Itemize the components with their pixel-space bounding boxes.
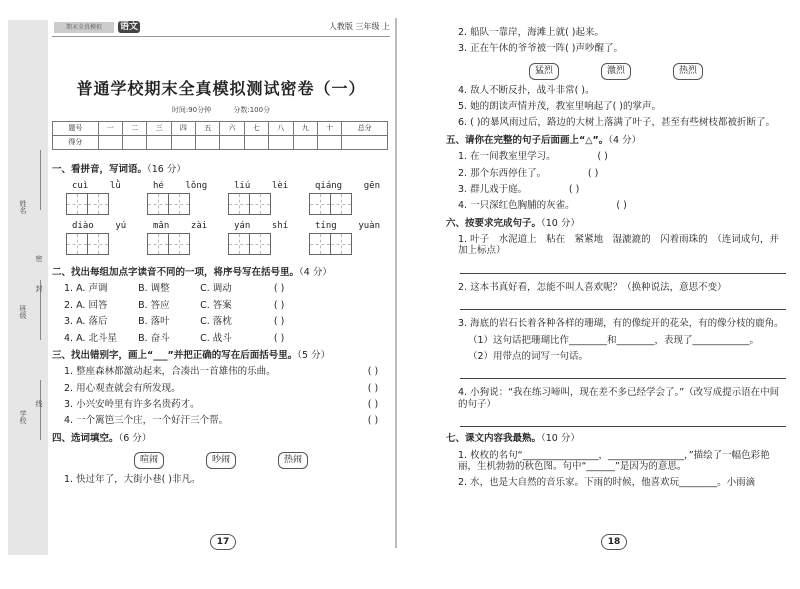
pinyin-group — [147, 221, 228, 255]
pinyin-text: hé lǒng — [153, 180, 208, 191]
s6-q3-1: （1）这句话把珊瑚比作________和________，表现了____________。 — [468, 334, 760, 346]
left-page — [52, 22, 390, 485]
writing-cell[interactable] — [168, 193, 190, 215]
score-cell: 八 — [269, 121, 293, 135]
pinyin-group — [228, 221, 309, 255]
answer-paren[interactable]: ( ) — [568, 183, 580, 195]
s7-q1: 1. 枚枚的名句“________________，________________，”描绘了一幅色彩艳丽，生机勃勃的秋色图。句中“______”是因为的意思。 — [458, 449, 770, 472]
writing-boxes — [147, 193, 228, 215]
word-choice-group-1 — [52, 452, 390, 469]
brand-bar: 期末全真模拟 — [54, 22, 114, 33]
word-choice: 喧闹 — [134, 452, 164, 469]
writing-boxes — [228, 193, 309, 215]
word-choice: 吵闹 — [206, 452, 236, 469]
choice-option: C. 答案 — [200, 299, 232, 311]
pinyin-text: liú lèi — [234, 180, 289, 191]
word-choice: 热烈 — [673, 63, 703, 80]
s6-q3: 3. 海底的岩石长着各种各样的珊瑚，有的像绽开的花朵，有的像分枝的鹿角。 — [458, 318, 784, 330]
word-choice-group-2 — [446, 63, 786, 80]
section-4-list-right — [446, 27, 786, 55]
section-2-list — [52, 283, 390, 344]
choice-option: B. 调整 — [138, 283, 170, 295]
answer-paren[interactable]: ( ) — [597, 151, 608, 163]
s6-q4: 4. 小狗说：“我在练习啼叫，现在差不多已经学会了。”（改写成提示语在中间的句子） — [458, 387, 780, 410]
sidebar-name-line — [40, 150, 41, 210]
word-choice: 热闹 — [278, 452, 308, 469]
pinyin-group — [309, 181, 390, 215]
pinyin-text: yán shí — [234, 220, 289, 231]
right-page — [446, 22, 786, 489]
score-cell: 七 — [244, 121, 268, 135]
answer-paren[interactable]: ( ) — [367, 415, 379, 427]
s6-q1: 1. 叶子 水泥道上 粘在 紧紧地 湿漉漉的 闪着雨珠的 （连词成句，并加上标点） — [458, 234, 779, 257]
section-5-title: 五、请你在完整的句子后面画上“△”。（4 分） — [446, 134, 642, 146]
writing-cell[interactable] — [228, 193, 250, 215]
writing-cell[interactable] — [66, 233, 88, 255]
pinyin-text: mǎn zài — [153, 220, 208, 231]
choice-row — [64, 300, 390, 311]
correction-row — [64, 399, 390, 410]
section-7-title: 七、课文内容我最熟。（10 分） — [446, 433, 580, 445]
pinyin-text: qiáng gēn — [315, 180, 381, 191]
answer-paren[interactable]: ( ) — [367, 382, 379, 394]
judgement-row — [458, 151, 786, 162]
page-spine — [395, 18, 397, 548]
word-choice: 猛烈 — [529, 63, 559, 80]
answer-paren[interactable]: ( ) — [587, 167, 599, 179]
score-cell[interactable] — [244, 135, 268, 149]
score-cell: 二 — [123, 121, 147, 135]
writing-boxes — [66, 233, 147, 255]
answer-paren[interactable]: ( ) — [273, 332, 285, 344]
sentence-text: 1. 整座森林都激动起来，合凑出一首雄伟的乐曲。 — [64, 366, 276, 378]
pinyin-text: cuì lǜ — [72, 180, 121, 191]
s6-q2: 2. 这本书真好看，怎能不叫人喜欢呢？（换种说法，意思不变） — [458, 281, 727, 293]
choice-row — [64, 316, 390, 327]
writing-boxes — [228, 233, 309, 255]
item-number: 3. — [64, 316, 77, 328]
choice-option: C. 落枕 — [200, 316, 232, 328]
choice-option: A. 北斗星 — [76, 332, 117, 344]
item-number: 1. — [64, 283, 77, 295]
sidebar-class-label: 班级 — [19, 305, 27, 319]
sentence-text: 3. 小兴安岭里有许多名贵药才。 — [64, 399, 200, 411]
fill-sentence: 1. 快过年了，大街小巷( )非凡。 — [64, 474, 201, 486]
pinyin-group — [147, 181, 228, 215]
answer-paren[interactable]: ( ) — [273, 283, 285, 295]
sidebar-name-label: 姓名 — [19, 200, 27, 214]
writing-cell[interactable] — [228, 233, 250, 255]
score-table-header-row — [53, 121, 388, 135]
score-cell[interactable] — [123, 135, 147, 149]
section-4-list-right-2 — [446, 85, 786, 129]
writing-cell[interactable] — [309, 233, 331, 255]
pinyin-row-2 — [66, 221, 390, 255]
choice-option: B. 答应 — [138, 299, 170, 311]
choice-row — [64, 333, 390, 344]
score-cell[interactable] — [98, 135, 122, 149]
section-4-title: 四、选词填空。（6 分） — [52, 432, 152, 444]
choice-row — [64, 283, 390, 294]
sentence-text: 3. 群儿戏于庭。 — [458, 183, 528, 195]
writing-cell[interactable] — [249, 193, 271, 215]
score-cell[interactable] — [171, 135, 195, 149]
sidebar-school-line — [40, 380, 41, 440]
answer-line[interactable] — [460, 412, 786, 427]
sentence-text: 1. 在一间教室里学习。 — [458, 151, 556, 163]
score-cell: 题号 — [53, 121, 99, 135]
subject-badge: 语文 — [120, 22, 139, 32]
score-cell[interactable] — [342, 135, 388, 149]
judgement-row — [458, 168, 786, 179]
writing-boxes — [66, 193, 147, 215]
correction-row — [64, 366, 390, 377]
exam-meta — [52, 106, 390, 114]
fill-sentence: 3. 正在午休的爷爷被一阵( )声吵醒了。 — [458, 43, 624, 55]
answer-paren[interactable]: ( ) — [367, 366, 379, 378]
sentence-text: 2. 用心观查就会有所发现。 — [64, 382, 181, 394]
score-cell: 十 — [317, 121, 341, 135]
choice-option: B. 奋斗 — [138, 332, 170, 344]
seal-char-2: 封 — [35, 285, 43, 292]
page-number-left: 17 — [210, 534, 236, 550]
answer-paren[interactable]: ( ) — [616, 200, 627, 212]
fill-sentence: 5. 她的朗读声情并茂，教室里响起了( )的掌声。 — [458, 100, 662, 112]
answer-paren[interactable]: ( ) — [273, 316, 285, 328]
item-number: 2. — [64, 299, 77, 311]
exam-title: 普通学校期末全真模拟测试密卷（一） — [76, 79, 366, 98]
choice-option: B. 落叶 — [138, 316, 170, 328]
writing-cell[interactable] — [330, 193, 352, 215]
writing-cell[interactable] — [249, 233, 271, 255]
score-cell: 五 — [196, 121, 220, 135]
correction-row — [64, 383, 390, 394]
section-6-title: 六、按要求完成句子。（10 分） — [446, 217, 580, 229]
score-cell[interactable] — [196, 135, 220, 149]
score-cell[interactable] — [147, 135, 171, 149]
score-label: 分数:100分 — [233, 106, 271, 115]
page-header — [52, 22, 390, 37]
score-cell: 总分 — [342, 121, 388, 135]
time-label: 时间:90分钟 — [171, 106, 212, 115]
answer-paren[interactable]: ( ) — [367, 399, 379, 411]
pinyin-group — [309, 221, 390, 255]
score-cell[interactable] — [293, 135, 317, 149]
choice-option: C. 战斗 — [200, 332, 232, 344]
pinyin-text: tíng yuàn — [315, 220, 381, 231]
correction-row — [64, 415, 390, 426]
writing-cell[interactable] — [147, 233, 169, 255]
sidebar-school-label: 学校 — [19, 410, 27, 424]
score-cell[interactable] — [220, 135, 244, 149]
writing-boxes — [309, 233, 390, 255]
writing-cell[interactable] — [87, 233, 109, 255]
score-cell: 九 — [293, 121, 317, 135]
seal-char-1: 密 — [35, 255, 43, 262]
sentence-text: 4. 一个篱笆三个庄，一个好汗三个帮。 — [64, 415, 229, 427]
section-2-title: 二、找出每组加点字读音不同的一项，将序号写在括号里。（4 分） — [52, 266, 332, 278]
writing-boxes — [309, 193, 390, 215]
pinyin-group — [66, 221, 147, 255]
section-4-list-left — [52, 474, 390, 485]
answer-paren[interactable]: ( ) — [273, 299, 285, 311]
score-cell: 六 — [220, 121, 244, 135]
edition-label: 人教版 三年级 上 — [328, 22, 390, 31]
choice-option: A. 声调 — [76, 283, 108, 295]
pinyin-group — [228, 181, 309, 215]
section-3-title: 三、找出错别字，画上“___”并把正确的写在后面括号里。（5 分） — [52, 349, 331, 361]
writing-cell[interactable] — [87, 193, 109, 215]
score-cell: 一 — [98, 121, 122, 135]
score-cell: 三 — [147, 121, 171, 135]
score-cell[interactable] — [317, 135, 341, 149]
writing-cell[interactable] — [330, 233, 352, 255]
s6-q3-2: （2）用带点的词写一句话。 — [468, 351, 589, 363]
score-table-score-row — [53, 135, 388, 149]
fill-sentence: 4. 敌人不断反扑，战斗非常( )。 — [458, 84, 595, 96]
item-number: 4. — [64, 332, 77, 344]
sentence-text: 2. 那个东西停住了。 — [458, 167, 547, 179]
judgement-row — [458, 184, 786, 195]
section-3-list — [52, 366, 390, 427]
writing-cell[interactable] — [309, 193, 331, 215]
judgement-row — [458, 200, 786, 211]
writing-cell[interactable] — [147, 193, 169, 215]
writing-boxes — [147, 233, 228, 255]
page-number-right: 18 — [601, 534, 627, 550]
s7-q2: 2. 水，也是大自然的音乐家。下雨的时候，他喜欢玩________。小雨滴 — [458, 477, 756, 489]
answer-line[interactable] — [460, 364, 786, 379]
score-cell: 四 — [171, 121, 195, 135]
writing-cell[interactable] — [168, 233, 190, 255]
choice-option: A. 落后 — [76, 316, 108, 328]
answer-line[interactable] — [460, 295, 786, 310]
pinyin-text: diào yú — [72, 220, 127, 231]
pinyin-row-1 — [66, 181, 390, 215]
choice-option: A. 回答 — [76, 299, 108, 311]
fill-sentence: 2. 船队一靠岸，海滩上就( )起来。 — [458, 27, 605, 38]
score-cell[interactable] — [269, 135, 293, 149]
fill-sentence: 6. ( )的暴风雨过后，路边的大树上落满了叶子，甚至有些树枝都被折断了。 — [458, 117, 776, 129]
word-choice: 激烈 — [601, 63, 631, 80]
section-5-list — [446, 151, 786, 212]
seal-char-3: 线 — [35, 400, 43, 407]
writing-cell[interactable] — [66, 193, 88, 215]
pinyin-group — [66, 181, 147, 215]
answer-line[interactable] — [460, 259, 786, 274]
choice-option: C. 调动 — [200, 283, 232, 295]
score-table — [52, 121, 388, 150]
sentence-text: 4. 一只深红色胸脯的灰雀。 — [458, 200, 575, 212]
section-1-title: 一、看拼音，写词语。（16 分） — [52, 163, 186, 175]
score-cell: 得分 — [53, 135, 99, 149]
